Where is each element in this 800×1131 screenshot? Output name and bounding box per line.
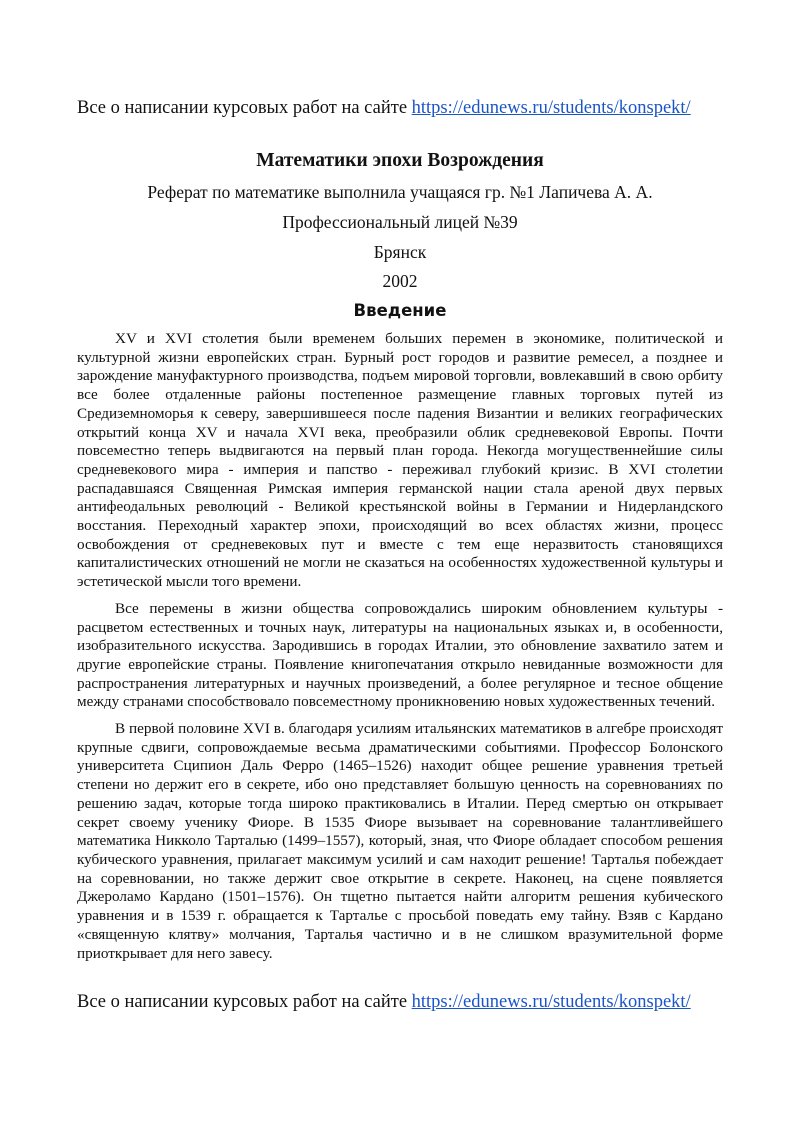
- institution: Профессиональный лицей №39: [282, 212, 518, 232]
- banner-text: Все о написании курсовых работ на сайте: [77, 98, 412, 118]
- banner-link[interactable]: https://edunews.ru/students/konspekt/: [411, 98, 691, 118]
- document-body: [77, 330, 723, 971]
- document-subtitle: Реферат по математике выполнила учащаяся гр. №1 Лапичева А. А.: [147, 182, 653, 202]
- section-heading: Введение: [353, 301, 447, 320]
- paragraph: Все перемены в жизни общества сопровождались широким обновлением культуры - расцветом естественных и точных наук, литературы на национальных языках и, в особенности, изобразительного искусства. Зародившись в городах Италии, это обновление захватило затем и другие европейские страны. Появление книгопечатания открыло невиданные возможности для распространения литературных и научных произведений, а более регулярное и тесное общение между странами способствовало повсеместному проникновению новых художественных течений.: [77, 599, 723, 711]
- banner-link[interactable]: https://edunews.ru/students/konspekt/: [411, 992, 691, 1012]
- site-banner-top: [77, 97, 757, 119]
- site-banner-bottom: [77, 991, 757, 1013]
- banner-text: Все о написании курсовых работ на сайте: [77, 992, 412, 1012]
- document-title: Математики эпохи Возрождения: [256, 150, 544, 171]
- paragraph: В первой половине XVI в. благодаря усилиям итальянских математиков в алгебре происходят крупные сдвиги, сопровождаемые весьма драматическими событиями. Профессор Болонского университета Сципион Даль Ферро (1465–1526) находит общее решение уравнения третьей степени но держит его в секрете, ибо оно представляет большую ценность на соревнованиях по решению задач, которые тогда широко практиковались в Италии. Перед смертью он открывает секрет своему ученику Фиоре. В 1535 Фиоре вызывает на соревнование талантливейшего математика Никколо Тарталью (1499–1557), который, зная, что Фиоре обладает способом решения кубического уравнения, прилагает максимум усилий и сам находит решение! Тарталья побеждает на соревновании, но также держит свое открытие в секрете. Наконец, на сцене появляется Джероламо Кардано (1501–1576). Он тщетно пытается найти алгоритм решения кубического уравнения и в 1539 г. обращается к Тарталье с просьбой поведать ему тайну. Взяв с Кардано «священную клятву» молчания, Тарталья частично и в не слишком вразумительной форме приоткрывает для него завесу.: [77, 720, 723, 962]
- city: Брянск: [373, 242, 427, 262]
- paragraph: XV и XVI столетия были временем больших перемен в экономике, политической и культурной жизни европейских стран. Бурный рост городов и развитие ремесел, а позднее и зарождение мануфактурного производства, подъем мировой торговли, вовлекавший в свою орбиту все более отдаленные районы постепенное размещение главных торговых путей из Средиземноморья к севеpу, завершившееся после падения Византии и великих географических открытий конца XV и начала XVI века, преобразили облик средневековой Европы. Почти повсеместно теперь выдвигаются на первый план города. Некогда могущественнейшие силы средневекового мира - империя и папство - переживал глубокий кризис. В XVI столетии распадавшаяся Священная Римская империя германской нации стала ареной двух первых антифеодальных революций - Великой крестьянской войны в Германии и Нидерландского восстания. Переходный характер эпохи, происходящий во всех областях жизни, процесс освобождения от средневековых пут и вместе с тем еще неразвитость становящихся капиталистических отношений не могли не сказаться на особенностях художественной культуры и эстетической мысли того времени.: [77, 330, 723, 591]
- year: 2002: [382, 271, 418, 291]
